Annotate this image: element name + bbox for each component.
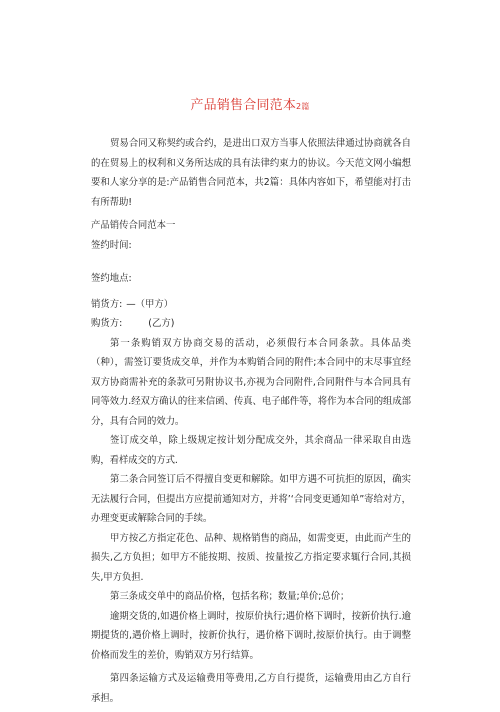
buyer-value: (乙方) [148, 318, 175, 329]
intro-paragraph: 贸易合同又称契约或合约，是进出口双方当事人依照法律通过协商就各自的在贸易上的权利和义务所达成的具有法律约束力的协议。今天范文网小编想要和人家分享的是:产品销售合同范本，共2篇：具体内容如下，希望能对打击有所帮助! [91, 138, 411, 208]
seller-label: 销货方: [91, 298, 123, 310]
seller-value: —（甲方） [126, 298, 174, 310]
sign-place-line: 签约地点: [91, 273, 132, 284]
article-2-paragraph: 第二条合同签订后不得擅自变更和解除。如甲方遇不可抗拒的原因，确实无法履行合同，但提出方应提前通知对方，并将’‘合同变更通知单”寄给对方，办理变更或解除合同的手续。 [91, 474, 411, 524]
buyer-line [91, 314, 411, 334]
changes-clause-paragraph: 甲方按乙方指定花色、品种、规格销售的商品，如需变更，由此而产生的损失,乙方负担；如甲方不能按期、按质、按量按乙方指定要求辄行合同,其损失,甲方负担. [91, 532, 411, 583]
price-clause-paragraph: 逾期交货的,如遇价格上调时，按原价执行;遇价格下调时，按新价执行.逾期提货的,遇价格上调时，按新价执行，遇价格下调时,按原价执行。由于调整价格而发生的差价，购销双方另行结算。 [91, 610, 411, 661]
order-clause-paragraph: 签订成交单，除上级规定按计划分配成交外，其余商品一律采取自由选购，看样成交的方式. [91, 435, 411, 466]
sign-time-line: 签约时间: [91, 239, 132, 251]
section-heading: 产品销传合同范本一 [91, 220, 176, 231]
seller-line [91, 295, 411, 315]
article-3-paragraph: 第三条成交单中的商品价格，包括名称；数量;单价;总价； [110, 591, 350, 602]
title-main-text: 产品销售合同范本 [190, 98, 297, 113]
buyer-label: 购货方: [91, 318, 123, 329]
title-suffix-text: 2篇 [296, 102, 310, 111]
document-title [0, 94, 500, 113]
article-1-paragraph: 第一条购销双方协商交易的活动，必须假行本合同条款。具体品类（种），需签订要货成交单，并作为本购销合同的附件;本合同中的末尽事宜经双方协商需补充的条款可另附协议书,亦视为合同附件,合同附件与本合同具有同等效力.经双方确认的往来信函、传真、电子邮件等，将作为本合同的组成部分，具有合同的效力。 [91, 337, 411, 427]
document-body [91, 134, 411, 712]
article-4-paragraph: 第四条运输方式及运输费用等费用,乙方自行提货，运输费用由乙方自行承担。 [91, 673, 411, 704]
